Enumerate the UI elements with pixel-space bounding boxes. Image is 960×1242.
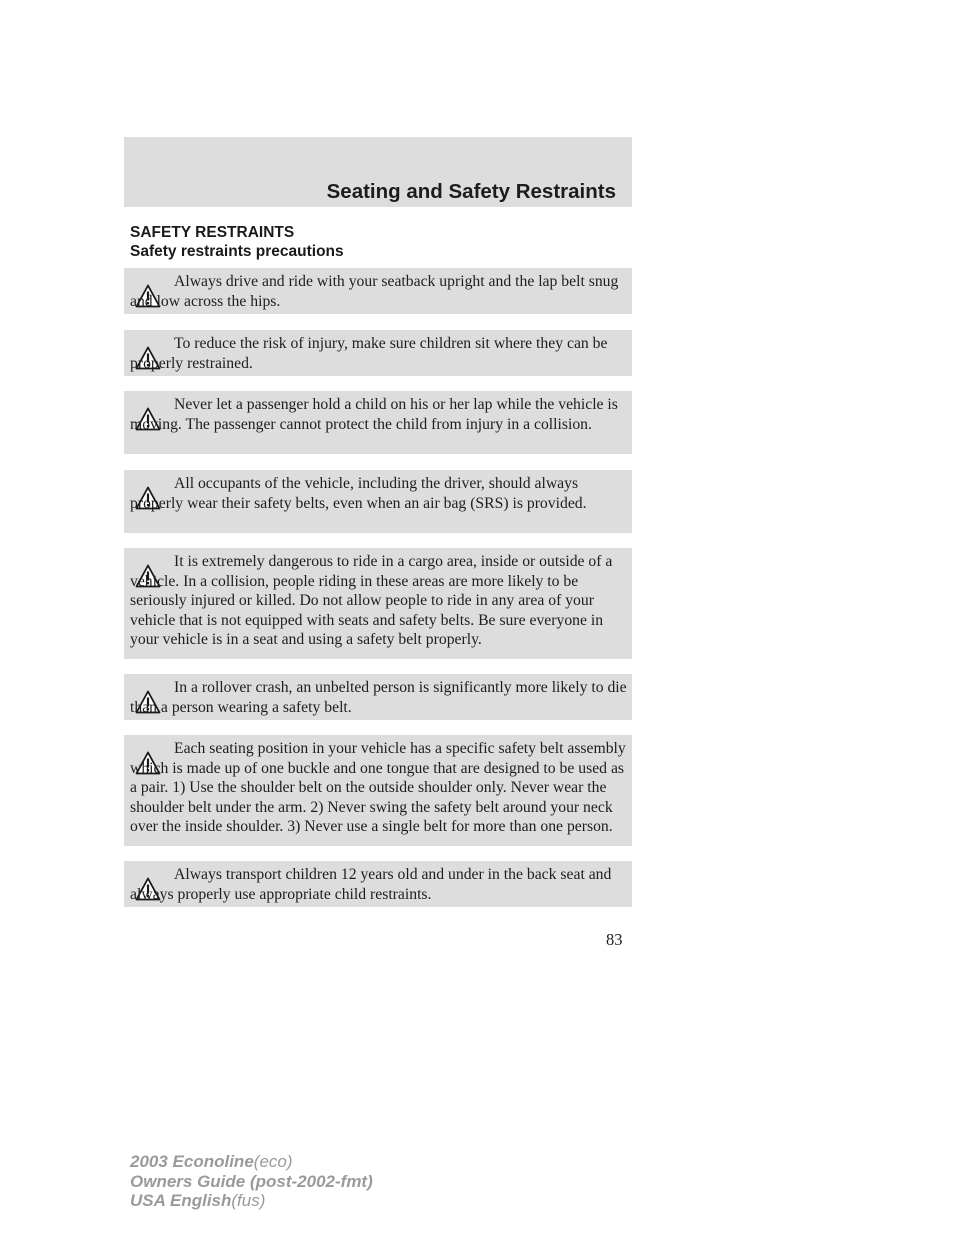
section-heading: SAFETY RESTRAINTS: [130, 224, 295, 241]
warning-text: All occupants of the vehicle, including the driver, should always properly wear their safety belts, even when an air bag (SRS) is provided.: [130, 475, 587, 512]
page-number: 83: [606, 930, 623, 949]
chapter-title: Seating and Safety Restraints: [326, 180, 616, 203]
section-subheading: Safety restraints precautions: [130, 243, 344, 260]
footer-language-line: [130, 1191, 373, 1211]
footer-model: 2003 Econoline: [130, 1152, 254, 1171]
footer-language-code: (fus): [231, 1191, 266, 1210]
warning-text: Each seating position in your vehicle has a specific safety belt assembly which is made up of one buckle and one tongue that are designed to be used as a pair. 1) Use the shoulder belt on the outside shoulder only. Never wear the shoulder belt under the arm. 2) Never swing the safety belt around your neck over the inside shoulder. 3) Never use a single belt for more than one person.: [130, 740, 626, 835]
footer-model-line: [130, 1152, 373, 1172]
warning-box: [124, 391, 632, 454]
warning-text: In a rollover crash, an unbelted person is significantly more likely to die than a person wearing a safety belt.: [130, 679, 627, 716]
warning-box: [124, 861, 632, 907]
warning-text: Always transport children 12 years old and under in the back seat and always properly use appropriate child restraints.: [130, 866, 612, 903]
footer-guide-line: [130, 1172, 373, 1192]
warning-text: To reduce the risk of injury, make sure children sit where they can be properly restrained.: [130, 335, 608, 372]
warning-box: [124, 470, 632, 533]
footer-language: USA English: [130, 1191, 232, 1210]
warning-box: [124, 268, 632, 314]
warning-text: Never let a passenger hold a child on his or her lap while the vehicle is moving. The passenger cannot protect the child from injury in a collision.: [130, 396, 618, 433]
warning-box: [124, 548, 632, 659]
warning-box: [124, 674, 632, 720]
footer-guide: Owners Guide (post-2002-fmt): [130, 1171, 373, 1191]
document-footer: [130, 1152, 373, 1211]
chapter-header: [124, 137, 632, 207]
warning-text: Always drive and ride with your seatback upright and the lap belt snug and low across the hips.: [130, 273, 619, 310]
footer-model-code: (eco): [253, 1152, 293, 1171]
warning-text: It is extremely dangerous to ride in a cargo area, inside or outside of a vehicle. In a collision, people riding in these areas are more likely to be seriously injured or killed. Do not allow people to ride in any area of your vehicle that is not equipped with seats and safety belts. Be sure everyone in your vehicle is in a seat and using a safety belt properly.: [130, 553, 613, 648]
warning-box: [124, 330, 632, 376]
warning-box: [124, 735, 632, 846]
